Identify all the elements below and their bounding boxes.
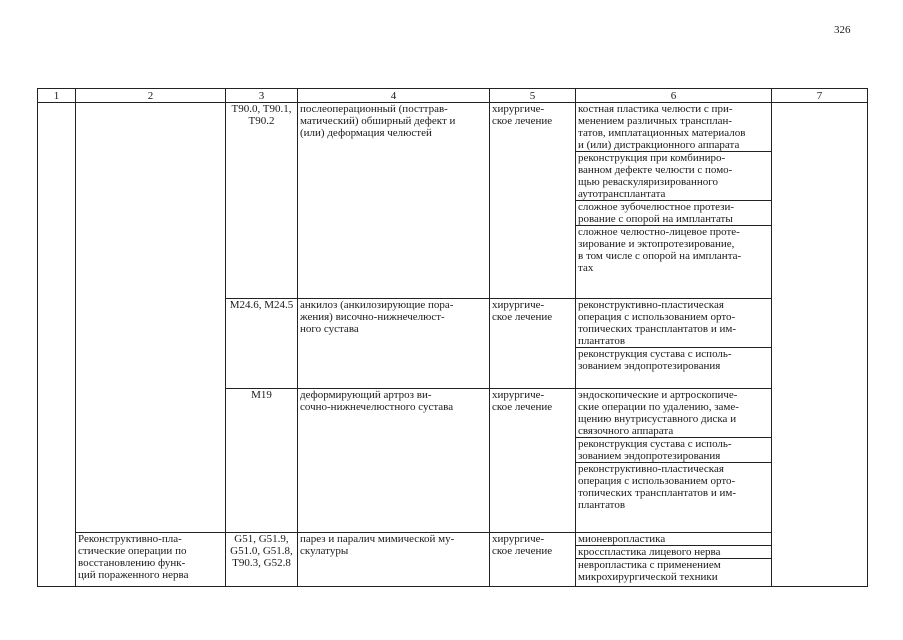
methods-cell (576, 299, 772, 389)
model-cell: деформирующий артроз ви- сочно-нижнечелюстного сустава (298, 389, 490, 533)
model-cell: парез и паралич мимической му- скулатуры (298, 533, 490, 587)
column-number: 5 (490, 89, 576, 103)
page-number: 326 (834, 24, 851, 36)
column-number-row (38, 89, 868, 103)
table-row (38, 533, 868, 587)
method-item: костная пластика челюсти с при- менением различных трансплан- татов, имплатационных материалов и (или) дистракционного аппарата (576, 103, 771, 152)
procedures-table (37, 88, 868, 587)
treatment-cell: хирургиче- ское лечение (490, 533, 576, 587)
method-item: реконструктивно-пластическая операция с использованием орто- топических трансплантатов и им- плантатов (576, 299, 771, 348)
group-cell (76, 103, 226, 299)
table-row (38, 389, 868, 533)
methods-cell (576, 389, 772, 533)
table-row (38, 299, 868, 389)
model-cell: послеоперационный (посттрав- матический) обширный дефект и (или) деформация челюстей (298, 103, 490, 299)
extra-cell (772, 533, 868, 587)
index-cell (38, 389, 76, 533)
codes-cell: M19 (226, 389, 298, 533)
method-item: эндоскопические и артроскопиче- ские операции по удалению, заме- щению внутрисуставного диска и связочного аппарата (576, 389, 771, 438)
column-number: 6 (576, 89, 772, 103)
method-item: сложное зубочелюстное протези- рование с опорой на имплантаты (576, 201, 771, 226)
table-row (38, 103, 868, 299)
group-cell (76, 389, 226, 533)
extra-cell (772, 389, 868, 533)
index-cell (38, 299, 76, 389)
method-item: реконструктивно-пластическая операция с использованием орто- топических трансплантатов и им- плантатов (578, 463, 737, 511)
method-item: кросспластика лицевого нерва (576, 546, 771, 559)
treatment-cell: хирургиче- ское лечение (490, 103, 576, 299)
methods-cell (576, 103, 772, 299)
method-item: реконструкция сустава с исполь- зованием эндопротезирования (578, 348, 732, 372)
method-item: невропластика с применением микрохирургической техники (578, 559, 721, 583)
method-item: сложное челюстно-лицевое проте- зирование и эктопротезирование, в том числе с опорой на импланта- тах (578, 226, 742, 274)
index-cell (38, 103, 76, 299)
group-cell (76, 299, 226, 389)
codes-cell: T90.0, T90.1, T90.2 (226, 103, 298, 299)
group-cell: Реконструктивно-пла- стические операции по восстановлению функ- ций пораженного нерва (76, 533, 226, 587)
method-item: мионевропластика (576, 533, 771, 546)
column-number: 7 (772, 89, 868, 103)
method-item: реконструкция при комбиниро- ванном дефекте челюсти с помо- щью реваскуляризированного аутотрансплантата (576, 152, 771, 201)
model-cell: анкилоз (анкилозирующие пора- жения) височно-нижнечелюст- ного сустава (298, 299, 490, 389)
extra-cell (772, 103, 868, 299)
methods-cell (576, 533, 772, 587)
codes-cell: G51, G51.9, G51.0, G51.8, T90.3, G52.8 (226, 533, 298, 587)
extra-cell (772, 299, 868, 389)
index-cell (38, 533, 76, 587)
treatment-cell: хирургиче- ское лечение (490, 389, 576, 533)
column-number: 1 (38, 89, 76, 103)
method-item: реконструкция сустава с исполь- зованием эндопротезирования (576, 438, 771, 463)
codes-cell: M24.6, M24.5 (226, 299, 298, 389)
column-number: 4 (298, 89, 490, 103)
treatment-cell: хирургиче- ское лечение (490, 299, 576, 389)
column-number: 3 (226, 89, 298, 103)
column-number: 2 (76, 89, 226, 103)
